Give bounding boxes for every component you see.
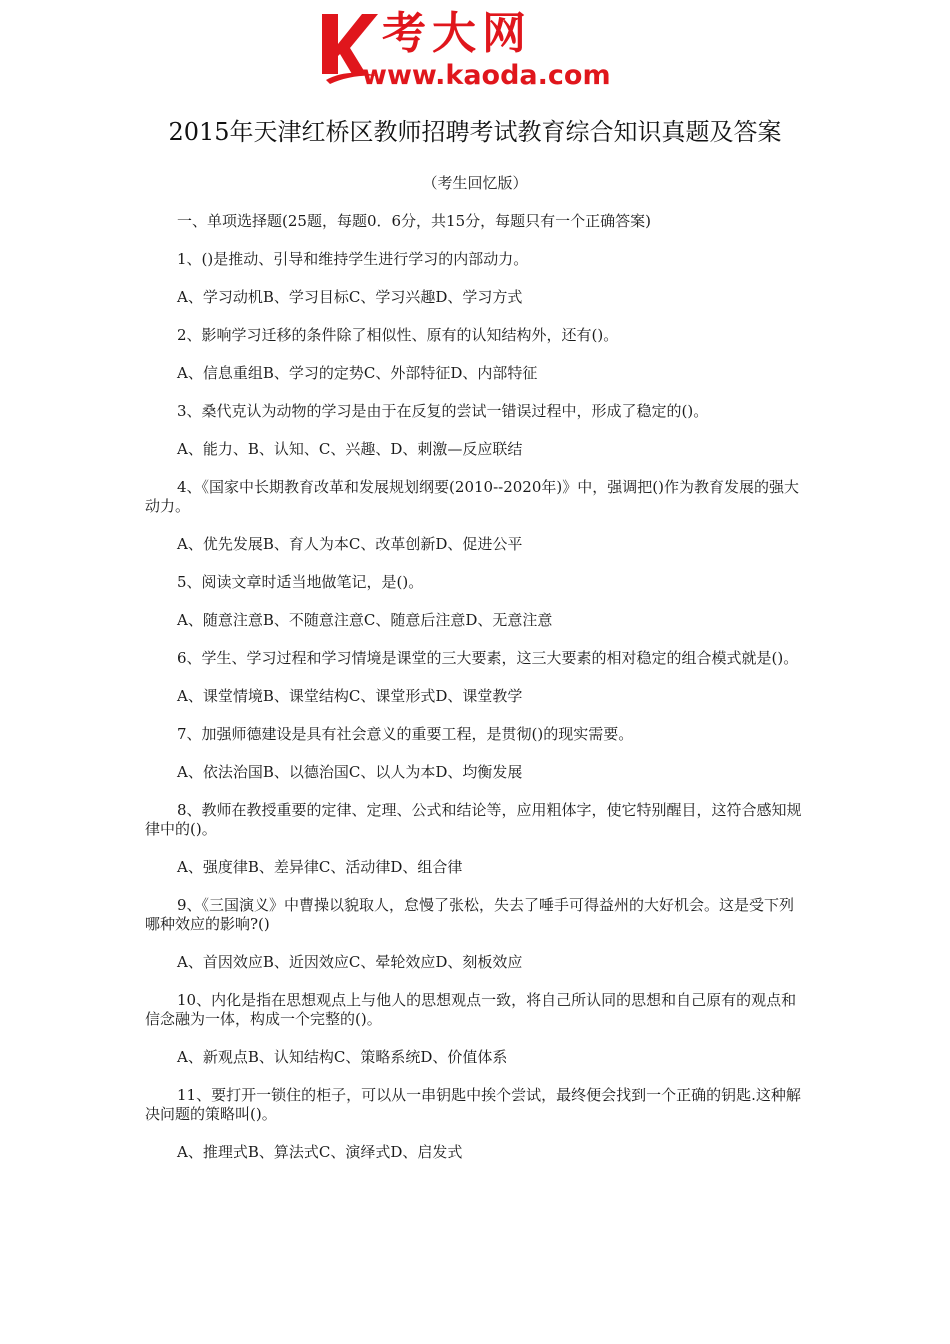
question-options: A、学习动机B、学习目标C、学习兴趣D、学习方式 xyxy=(177,288,523,306)
question-options: A、课堂情境B、课堂结构C、课堂形式D、课堂教学 xyxy=(177,687,523,705)
question-text: 9、《三国演义》中曹操以貌取人，怠慢了张松，失去了唾手可得益州的大好机会。这是受下列哪种效应的影响?() xyxy=(145,896,795,933)
document-title: 2015年天津红桥区教师招聘考试教育综合知识真题及答案 xyxy=(168,118,782,146)
question-text: 4、《国家中长期教育改革和发展规划纲要(2010--2020年)》中，强调把()作为教育发展的强大动力。 xyxy=(145,478,799,515)
question-options: A、信息重组B、学习的定势C、外部特征D、内部特征 xyxy=(177,364,538,382)
question-text: 1、()是推动、引导和维持学生进行学习的内部动力。 xyxy=(177,250,529,268)
section-heading: 一、单项选择题(25题，每题0．6分，共15分，每题只有一个正确答案) xyxy=(177,212,651,230)
question-text: 10、内化是指在思想观点上与他人的思想观点一致，将自己所认同的思想和自己原有的观点和信念融为一体，构成一个完整的()。 xyxy=(145,991,797,1028)
question-text: 11、要打开一锁住的柜子，可以从一串钥匙中挨个尝试，最终便会找到一个正确的钥匙.这种解决问题的策略叫()。 xyxy=(145,1086,801,1123)
question-text: 7、加强师德建设是具有社会意义的重要工程，是贯彻()的现实需要。 xyxy=(177,725,634,743)
question-options: A、新观点B、认知结构C、策略系统D、价值体系 xyxy=(177,1048,508,1066)
question-options: A、依法治国B、以德治国C、以人为本D、均衡发展 xyxy=(177,763,523,781)
question-text: 3、桑代克认为动物的学习是由于在反复的尝试一错误过程中，形成了稳定的()。 xyxy=(177,402,709,420)
question-text: 2、影响学习迁移的条件除了相似性、原有的认知结构外，还有()。 xyxy=(177,326,619,344)
kaoda-logo xyxy=(318,8,648,92)
question-text: 6、学生、学习过程和学习情境是课堂的三大要素，这三大要素的相对稳定的组合模式就是()。 xyxy=(177,649,799,667)
question-text: 5、阅读文章时适当地做笔记，是()。 xyxy=(177,573,424,591)
question-options: A、首因效应B、近因效应C、晕轮效应D、刻板效应 xyxy=(177,953,523,971)
question-options: A、能力、B、认知、C、兴趣、D、刺激—反应联结 xyxy=(177,440,523,458)
logo-chinese-text: 考大网 xyxy=(382,8,532,59)
question-options: A、强度律B、差异律C、活动律D、组合律 xyxy=(177,858,463,876)
question-options: A、随意注意B、不随意注意C、随意后注意D、无意注意 xyxy=(177,611,553,629)
question-options: A、优先发展B、育人为本C、改革创新D、促进公平 xyxy=(177,535,523,553)
document-body xyxy=(145,212,809,1162)
logo-url-text: www.kaoda.com xyxy=(362,60,611,91)
question-text: 8、教师在教授重要的定律、定理、公式和结论等，应用粗体字，使它特别醒目，这符合感知规律中的()。 xyxy=(145,801,802,838)
question-options: A、推理式B、算法式C、演绎式D、启发式 xyxy=(177,1143,463,1161)
document-subtitle: （考生回忆版） xyxy=(422,174,528,192)
